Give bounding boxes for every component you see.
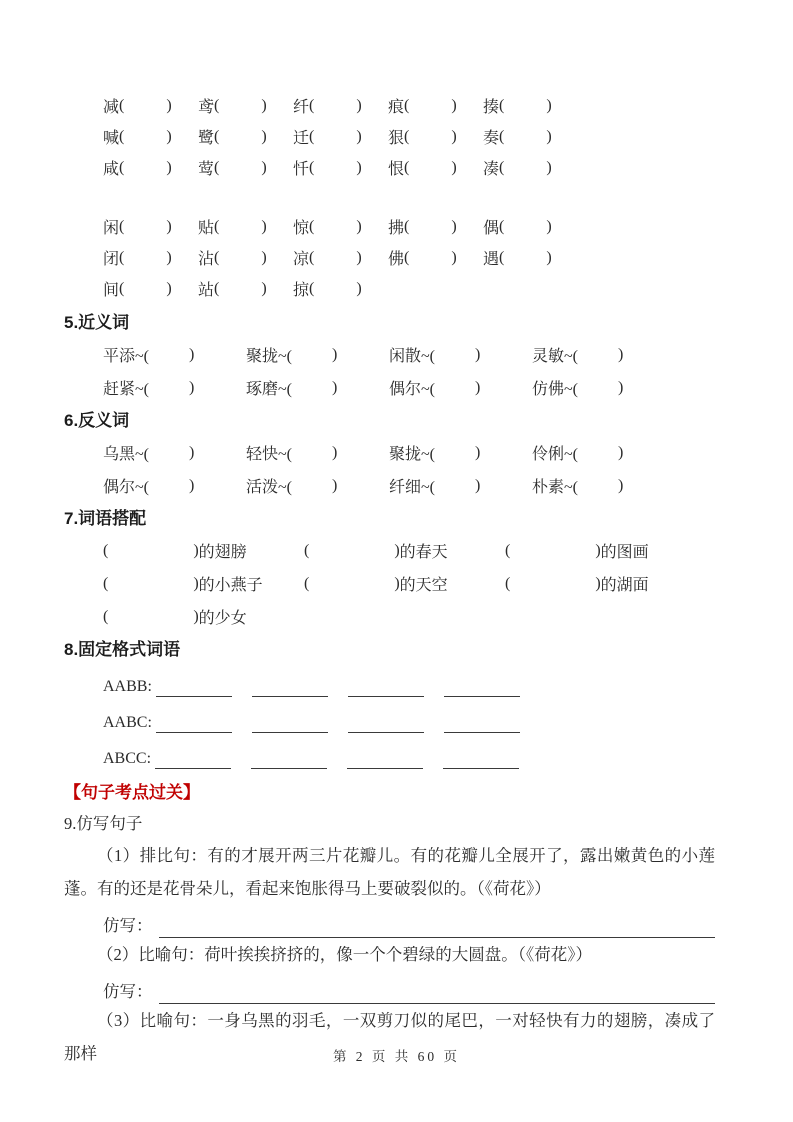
underline-blank: [156, 678, 232, 697]
character: 揍: [483, 99, 500, 116]
close-paren: ): [394, 574, 400, 592]
char-fill-cell: [103, 125, 198, 148]
format-label: ABCC:: [103, 750, 152, 767]
open-paren: (: [499, 96, 505, 114]
word: 琢磨~(: [246, 381, 292, 398]
open-paren: (: [119, 127, 125, 145]
character: 狠: [388, 130, 405, 147]
imitation-answer-row: [103, 971, 715, 1004]
close-paren: ): [451, 127, 457, 145]
character: 忏: [293, 161, 310, 178]
close-paren: ): [546, 158, 552, 176]
char-fill-row: [103, 152, 715, 183]
char-fill-cell: [103, 277, 198, 300]
word: 伶俐~(: [532, 446, 578, 463]
close-paren: ): [189, 378, 195, 396]
word-pair-row: [103, 338, 715, 371]
answer-line: [159, 979, 716, 1004]
char-fill-cell: [388, 246, 483, 269]
open-paren: (: [103, 541, 109, 559]
collocation-suffix: 的天空: [399, 577, 448, 594]
collocations-rows: [103, 534, 715, 633]
word-pair-cell: [246, 376, 389, 399]
collocation-cell: [103, 605, 304, 628]
question-9-title: 9.仿写句子: [64, 814, 143, 833]
word-pair-cell: [532, 343, 675, 366]
collocation-cell: [304, 572, 505, 595]
open-paren: (: [404, 96, 410, 114]
char-fill-cell: [293, 277, 388, 300]
word: 乌黑~(: [103, 446, 149, 463]
word-pair-cell: [389, 343, 532, 366]
char-fill-cell: [293, 246, 388, 269]
char-fill-cell: [388, 94, 483, 117]
close-paren: ): [166, 127, 172, 145]
char-fill-row: [103, 242, 715, 273]
char-fill-cell: [198, 277, 293, 300]
char-fill-cell: [198, 215, 293, 238]
close-paren: ): [356, 158, 362, 176]
open-paren: (: [214, 279, 220, 297]
close-paren: ): [475, 345, 481, 363]
sentence-text: 荷叶挨挨挤挤的，像一个个碧绿的大圆盘。（《荷花》）: [204, 945, 592, 964]
char-fill-cell: [293, 156, 388, 179]
section-title-fixed-format: 8.固定格式词语: [64, 640, 181, 659]
sentence-item: [64, 839, 715, 905]
underline-blank: [444, 714, 520, 733]
sentence-type-label: （2）比喻句：: [97, 945, 205, 964]
word: 仿佛~(: [532, 381, 578, 398]
collocation-suffix: 的湖面: [600, 577, 649, 594]
word-pair-cell: [532, 441, 675, 464]
open-paren: (: [304, 541, 310, 559]
character: 喊: [103, 130, 120, 147]
close-paren: ): [595, 574, 601, 592]
word: 赶紧~(: [103, 381, 149, 398]
close-paren: ): [261, 279, 267, 297]
open-paren: (: [309, 96, 315, 114]
fixed-format-rows: [103, 665, 715, 773]
underline-blank: [251, 750, 327, 769]
character: 咸: [103, 161, 120, 178]
imitation-label: 仿写：: [103, 916, 153, 935]
format-label: AABB:: [103, 678, 152, 695]
collocation-cell: [103, 539, 304, 562]
underline-blank: [444, 678, 520, 697]
close-paren: ): [261, 127, 267, 145]
open-paren: (: [404, 158, 410, 176]
word: 轻快~(: [246, 446, 292, 463]
close-paren: ): [261, 248, 267, 266]
open-paren: (: [304, 574, 310, 592]
sentence-pass-header: 【句子考点过关】: [64, 783, 200, 802]
underline-blank: [155, 750, 231, 769]
char-fill-cell: [483, 94, 578, 117]
char-fill-cell: [388, 125, 483, 148]
character: 掠: [293, 282, 310, 299]
open-paren: (: [309, 127, 315, 145]
word: 聚拢~(: [246, 348, 292, 365]
close-paren: ): [475, 378, 481, 396]
page-number-footer: 第 2 页 共 60 页: [332, 1049, 461, 1064]
char-fill-cell: [103, 246, 198, 269]
character: 沾: [198, 251, 215, 268]
close-paren: ): [193, 607, 199, 625]
close-paren: ): [332, 443, 338, 461]
word-pair-cell: [246, 343, 389, 366]
fixed-format-row: [103, 701, 715, 737]
underline-blank: [156, 714, 232, 733]
close-paren: ): [546, 248, 552, 266]
word-pair-row: [103, 371, 715, 404]
open-paren: (: [404, 248, 410, 266]
character: 纤: [293, 99, 310, 116]
close-paren: ): [166, 217, 172, 235]
char-fill-cell: [483, 156, 578, 179]
char-fill-cell: [388, 156, 483, 179]
word: 平添~(: [103, 348, 149, 365]
word: 灵敏~(: [532, 348, 578, 365]
word-pair-cell: [389, 474, 532, 497]
close-paren: ): [261, 158, 267, 176]
character: 莺: [198, 161, 215, 178]
synonyms-rows: [103, 338, 715, 404]
close-paren: ): [356, 96, 362, 114]
open-paren: (: [309, 248, 315, 266]
word-pair-cell: [103, 376, 246, 399]
close-paren: ): [356, 279, 362, 297]
sentence-type-label: （1）排比句：: [97, 846, 208, 865]
close-paren: ): [193, 574, 199, 592]
open-paren: (: [309, 217, 315, 235]
close-paren: ): [166, 96, 172, 114]
collocation-row: [103, 567, 715, 600]
open-paren: (: [214, 96, 220, 114]
char-fill-cell: [483, 125, 578, 148]
open-paren: (: [103, 574, 109, 592]
close-paren: ): [332, 476, 338, 494]
collocation-row: [103, 534, 715, 567]
word: 偶尔~(: [389, 381, 435, 398]
character: 遇: [483, 251, 500, 268]
word-pair-cell: [103, 441, 246, 464]
section-title-antonyms: 6.反义词: [64, 411, 130, 430]
close-paren: ): [451, 248, 457, 266]
close-paren: ): [166, 279, 172, 297]
word-pair-cell: [246, 474, 389, 497]
char-fill-row: [103, 121, 715, 152]
close-paren: ): [356, 127, 362, 145]
word-pair-cell: [532, 474, 675, 497]
char-fill-cell: [103, 215, 198, 238]
close-paren: ): [332, 378, 338, 396]
character: 恨: [388, 161, 405, 178]
fixed-format-row: [103, 665, 715, 701]
close-paren: ): [618, 378, 624, 396]
underline-blank: [252, 714, 328, 733]
character: 间: [103, 282, 120, 299]
sentence-items: [64, 839, 715, 1070]
character: 贴: [198, 220, 215, 237]
close-paren: ): [189, 476, 195, 494]
close-paren: ): [261, 96, 267, 114]
open-paren: (: [309, 279, 315, 297]
word-pair-cell: [103, 474, 246, 497]
open-paren: (: [214, 248, 220, 266]
close-paren: ): [475, 443, 481, 461]
char-fill-cell: [198, 156, 293, 179]
character: 鸢: [198, 99, 215, 116]
close-paren: ): [546, 96, 552, 114]
sentence-type-label: （3）比喻句：: [97, 1011, 208, 1030]
character: 凉: [293, 251, 310, 268]
character: 凑: [483, 161, 500, 178]
open-paren: (: [214, 127, 220, 145]
sentence-item: [64, 938, 715, 971]
open-paren: (: [505, 541, 511, 559]
format-label: AABC:: [103, 714, 152, 731]
close-paren: ): [618, 345, 624, 363]
char-fill-row: [103, 211, 715, 242]
word: 聚拢~(: [389, 446, 435, 463]
character: 拂: [388, 220, 405, 237]
close-paren: ): [261, 217, 267, 235]
word: 朴素~(: [532, 479, 578, 496]
char-fill-cell: [293, 94, 388, 117]
close-paren: ): [166, 158, 172, 176]
open-paren: (: [214, 158, 220, 176]
character: 减: [103, 99, 120, 116]
open-paren: (: [119, 158, 125, 176]
open-paren: (: [505, 574, 511, 592]
imitation-answer-row: [103, 905, 715, 938]
word-pair-cell: [532, 376, 675, 399]
char-fill-cell: [198, 246, 293, 269]
section-title-collocations: 7.词语搭配: [64, 509, 147, 528]
close-paren: ): [193, 541, 199, 559]
close-paren: ): [166, 248, 172, 266]
word: 活泼~(: [246, 479, 292, 496]
open-paren: (: [214, 217, 220, 235]
antonyms-rows: [103, 436, 715, 502]
character: 佛: [388, 251, 405, 268]
open-paren: (: [499, 217, 505, 235]
sentence-text: 一身乌黑的羽毛，一双剪刀似的尾巴，一对轻快有力的翅膀，凑成了那样: [64, 1011, 715, 1063]
collocation-suffix: 的翅膀: [198, 544, 247, 561]
word-pair-cell: [246, 441, 389, 464]
underline-blank: [348, 714, 424, 733]
char-fill-cell: [198, 125, 293, 148]
section-title-synonyms: 5.近义词: [64, 313, 130, 332]
sentence-text: 有的才展开两三片花瓣儿。有的花瓣儿全展开了，露出嫩黄色的小莲蓬。有的还是花骨朵儿，看起来饱胀得马上要破裂似的。（《荷花》）: [64, 846, 715, 898]
word: 偶尔~(: [103, 479, 149, 496]
open-paren: (: [499, 158, 505, 176]
open-paren: (: [103, 607, 109, 625]
imitation-label: 仿写：: [103, 982, 153, 1001]
close-paren: ): [595, 541, 601, 559]
word-pair-row: [103, 436, 715, 469]
close-paren: ): [451, 217, 457, 235]
close-paren: ): [546, 217, 552, 235]
open-paren: (: [119, 279, 125, 297]
character: 迁: [293, 130, 310, 147]
character: 鹭: [198, 130, 215, 147]
character: 奏: [483, 130, 500, 147]
close-paren: ): [451, 96, 457, 114]
close-paren: ): [475, 476, 481, 494]
open-paren: (: [119, 96, 125, 114]
word-pair-cell: [389, 376, 532, 399]
char-fill-cell: [103, 156, 198, 179]
underline-blank: [443, 750, 519, 769]
word: 闲散~(: [389, 348, 435, 365]
char-fill-cell: [293, 215, 388, 238]
close-paren: ): [618, 476, 624, 494]
character: 站: [198, 282, 215, 299]
collocation-cell: [505, 539, 706, 562]
close-paren: ): [451, 158, 457, 176]
open-paren: (: [309, 158, 315, 176]
underline-blank: [348, 678, 424, 697]
close-paren: ): [546, 127, 552, 145]
collocation-suffix: 的图画: [600, 544, 649, 561]
close-paren: ): [394, 541, 400, 559]
collocation-row: [103, 600, 715, 633]
open-paren: (: [499, 127, 505, 145]
character: 闲: [103, 220, 120, 237]
collocation-cell: [505, 572, 706, 595]
character: 闭: [103, 251, 120, 268]
open-paren: (: [119, 217, 125, 235]
char-fill-cell: [483, 215, 578, 238]
open-paren: (: [404, 217, 410, 235]
collocation-suffix: 的春天: [399, 544, 448, 561]
char-fill-cell: [198, 94, 293, 117]
character: 惊: [293, 220, 310, 237]
close-paren: ): [356, 217, 362, 235]
close-paren: ): [332, 345, 338, 363]
answer-line: [159, 913, 716, 938]
char-fill-cell: [388, 215, 483, 238]
open-paren: (: [119, 248, 125, 266]
character: 痕: [388, 99, 405, 116]
char-fill-cell: [293, 125, 388, 148]
collocation-cell: [304, 539, 505, 562]
word-pair-cell: [103, 343, 246, 366]
underline-blank: [347, 750, 423, 769]
word-pair-cell: [389, 441, 532, 464]
char-fill-cell: [483, 246, 578, 269]
open-paren: (: [404, 127, 410, 145]
collocation-cell: [103, 572, 304, 595]
character: 偶: [483, 220, 500, 237]
char-fill-row: [103, 273, 715, 304]
close-paren: ): [356, 248, 362, 266]
fixed-format-row: [103, 737, 715, 773]
open-paren: (: [499, 248, 505, 266]
char-fill-row: [103, 90, 715, 121]
close-paren: ): [618, 443, 624, 461]
char-fill-cell: [103, 94, 198, 117]
close-paren: ): [189, 443, 195, 461]
collocation-suffix: 的小燕子: [198, 577, 263, 594]
word-pair-row: [103, 469, 715, 502]
word: 纤细~(: [389, 479, 435, 496]
close-paren: ): [189, 345, 195, 363]
char-fill-group-1: [103, 90, 715, 183]
char-fill-group-2: [103, 211, 715, 304]
collocation-suffix: 的少女: [198, 610, 247, 627]
underline-blank: [252, 678, 328, 697]
